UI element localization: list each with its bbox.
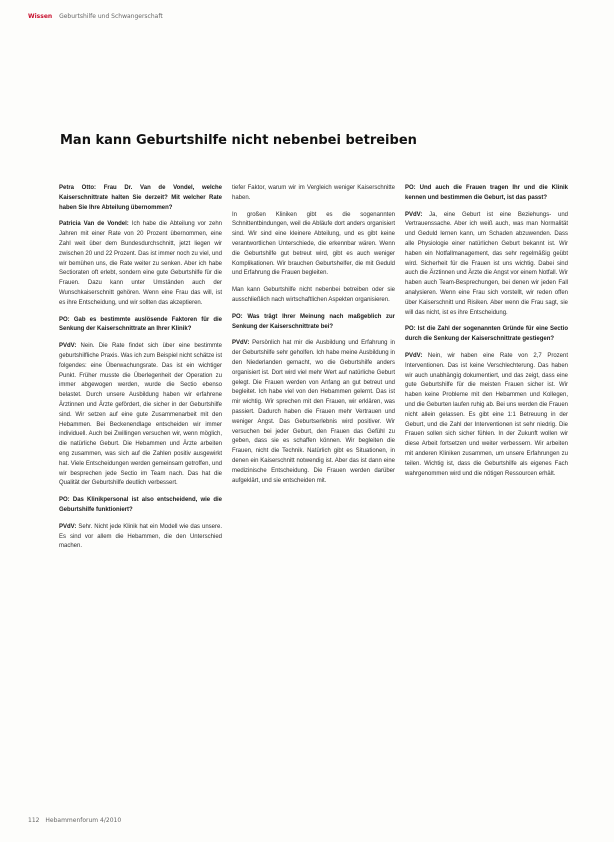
speaker-label: Petra Otto: (59, 185, 97, 191)
speaker-label: PVdV: (405, 211, 423, 218)
question-text: Gab es bestimmte auslösende Faktoren für die Senkung der Kaiserschnittrate an Ihrer Klinik? (59, 316, 222, 333)
interview-paragraph (232, 339, 395, 486)
section-subtitle: Geburtshilfe und Schwangerschaft (59, 13, 163, 20)
speaker-label: PVdV: (59, 343, 77, 350)
answer-text: Ja, eine Geburt ist eine Beziehungs- und Vertrauenssache. Aber ich weiß auch, was man Normalität und Geduld lernen kann, um Schaden abzuwenden. Dass alle Physiologie einer natürlichen Geburt bekannt ist. Wir haben ein Notfallmanagement, das sehr regelmäßig geübt wird. Sicherheit für die Frauen ist uns wichtig. Dabei sind auch die Ärztinnen und Ärzte die Angst vor einem Notfall. Wir haben auch Team-Besprechungen, bei denen wir jeden Fall analysieren. Wenn eine Frau sich vorstellt, wir reden offen über Kaiserschnitt und Risiken. Aber wenn die Frau sagt, sie will das nicht, ist es ihre Entscheidung. (405, 211, 568, 316)
page-footer (28, 817, 121, 824)
question-text: Frau Dr. Van de Vondel, welche Kaiserschnittrate halten Sie derzeit? Mit welcher Rate haben Sie Ihre Abteilung übernommen? (59, 185, 222, 211)
interview-paragraph (59, 342, 222, 489)
speaker-label: PO: (405, 326, 416, 333)
interview-paragraph (405, 325, 568, 345)
interview-paragraph (232, 313, 395, 333)
answer-text: Nein, wir haben eine Rate von 2,7 Prozent Interventionen. Das ist keine Verschlechterung. Das haben wir auch unabhängig dokumentiert, und das zeigt, dass eine gute Geburtshilfe für die meisten Frauen sicher ist. Wir haben keine Probleme mit den Hebammen und Kollegen, und die Geburten laufen ruhig ab. Bei uns werden die Frauen nicht allein gelassen. Es gibt eine 1:1 Betreuung in der Geburt, und die Zahl der Interventionen ist sehr niedrig. Die Frauen sollen sich sicher fühlen. In der Zukunft wollen wir diese Arbeit fortsetzen und weiter verbessern. Wir arbeiten mit anderen Kliniken zusammen, um unsere Erfahrungen zu teilen. Wichtig ist, dass die Geburtshilfe als eigenes Fach wahrgenommen wird und die nötigen Ressourcen erhält. (405, 352, 568, 477)
question-text: Das Klinikpersonal ist also entscheidend, wie die Geburtshilfe funktioniert? (59, 497, 222, 513)
speaker-label: Patricia Van de Vondel: (59, 221, 129, 228)
speaker-label: PVdV: (59, 523, 77, 530)
interview-paragraph (232, 211, 395, 280)
interview-paragraph (405, 184, 568, 204)
interview-paragraph (232, 184, 395, 204)
question-text: Was trägt Ihrer Meinung nach maßgeblich zur Senkung der Kaiserschnittrate bei? (232, 313, 395, 330)
speaker-label: PVdV: (405, 352, 423, 359)
interview-paragraph (232, 286, 395, 306)
answer-text: Man kann Geburtshilfe nicht nebenbei betreiben oder sie ausschließlich nach wirtschaftlichen Aspekten organisieren. (232, 287, 395, 303)
answer-text: Persönlich hat mir die Ausbildung und Erfahrung in der Geburtshilfe sehr geholfen. Ich habe meine Ausbildung in den Niederlanden gemacht, wo die Geburtshilfe anders organisiert ist. Dort wird viel mehr Wert auf natürliche Geburt gelegt. Die Frauen werden von Anfang an gut betreut und begleitet. Ich habe viel von den Hebammen gelernt. Das ist mir wichtig. Wir sprechen mit den Frauen, wir erklären, was passiert. Dadurch haben die Frauen mehr Vertrauen und weniger Angst. Das Geburtserlebnis wird positiver. Wir versuchen bei jeder Geburt, den Frauen das Gefühl zu geben, dass sie es schaffen können. Wir begleiten die Frauen, nicht die Technik. Natürlich gibt es Situationen, in denen ein Kaiserschnitt notwendig ist. Aber das ist dann eine medizinische Entscheidung. Die Frauen werden darüber aufgeklärt, und sie entscheiden mit. (232, 340, 395, 484)
running-header (28, 13, 163, 20)
text-column-1 (59, 184, 222, 814)
question-text: Und auch die Frauen tragen Ihr und die Klinik kennen und bestimmen die Geburt, ist das passt? (405, 185, 568, 201)
page-number: 112 (28, 817, 40, 824)
question-text: Ist die Zahl der sogenannten Gründe für eine Sectio durch die Senkung der Kaiserschnittrate gestiegen? (405, 326, 568, 343)
interview-paragraph (405, 211, 568, 319)
text-column-3 (405, 184, 568, 814)
answer-text: tiefer Faktor, warum wir im Vergleich weniger Kaiserschnitte haben. (232, 185, 395, 201)
answer-text: Ich habe die Abteilung vor zehn Jahren mit einer Rate von 20 Prozent übernommen, eine Zahl weit über dem Bundesdurchschnitt, jetzt liegen wir zwischen 20 und 22 Prozent. Das ist immer noch zu viel, und wir bemühen uns, die Rate weiter zu senken. Aber ich habe Sectioraten oft erlebt, sondern eine gute Geburtshilfe für die Frauen. Dazu kann unter Umständen auch der Wunschkaiserschnitt gehören. Wenn eine Frau das will, ist es ihre Entscheidung, und wir sollten das akzeptieren. (59, 221, 222, 306)
speaker-label: PO: (232, 313, 243, 320)
speaker-label: PVdV: (232, 340, 250, 347)
interview-paragraph (59, 220, 222, 308)
answer-text: Nein. Die Rate findet sich über eine bestimmte geburtshilfliche Praxis. Was ich zum Beispiel nicht schätze ist folgendes: eine Überwachungsrate. Das ist ein wichtiger Punkt. Früher musste die Überlegenheit der Operation zu immer abgewogen werden, wurde die Sectio ebenso belastet. Durch unsere Ausbildung haben wir erfahrene Ärztinnen und Ärzte gefördert, die sicher in der Geburtshilfe sind. Wir setzen auf eine gute Zusammenarbeit mit den Hebammen. Bei Beckenendlage entscheiden wir immer individuell. Auch bei Zwillingen versuchen wir, wenn möglich, die natürliche Geburt. Die Hebammen und Ärzte arbeiten eng zusammen, was sich auf die Zahlen positiv ausgewirkt hat. Viele Entscheidungen werden gemeinsam getroffen, und wir besprechen jede Sectio im Team nach. Das hat die Qualität der Geburtshilfe deutlich verbessert. (59, 343, 222, 487)
interview-paragraph (59, 316, 222, 336)
speaker-label: PO: (405, 185, 416, 191)
interview-paragraph (59, 523, 222, 552)
article-title: Man kann Geburtshilfe nicht nebenbei betreiben (60, 133, 417, 148)
interview-paragraph (59, 184, 222, 213)
interview-paragraph (59, 496, 222, 516)
publication-name: Hebammenforum 4/2010 (45, 817, 122, 824)
speaker-label: PO: (59, 497, 70, 504)
text-column-2 (232, 184, 395, 784)
answer-text: In großen Kliniken gibt es die sogenannten Schnittentbindungen, weil die Abläufe dort anders organisiert sind. Wir sind eine kleinere Abteilung, und es gibt keine verantwortlichen Unterschiede, die erkennbar wären. Wenn die Geburtshilfe gut betreut wird, gibt es auch weniger Komplikationen. Wir brauchen Geburtshelfer, die mit Geduld und Erfahrung die Frauen begleiten. (232, 211, 395, 277)
answer-text: Sehr. Nicht jede Klinik hat ein Modell wie das unsere. Es sind vor allem die Hebammen, die den Unterschied machen. (59, 523, 222, 550)
section-label: Wissen (28, 13, 53, 20)
speaker-label: PO: (59, 316, 70, 323)
interview-paragraph (405, 352, 568, 479)
